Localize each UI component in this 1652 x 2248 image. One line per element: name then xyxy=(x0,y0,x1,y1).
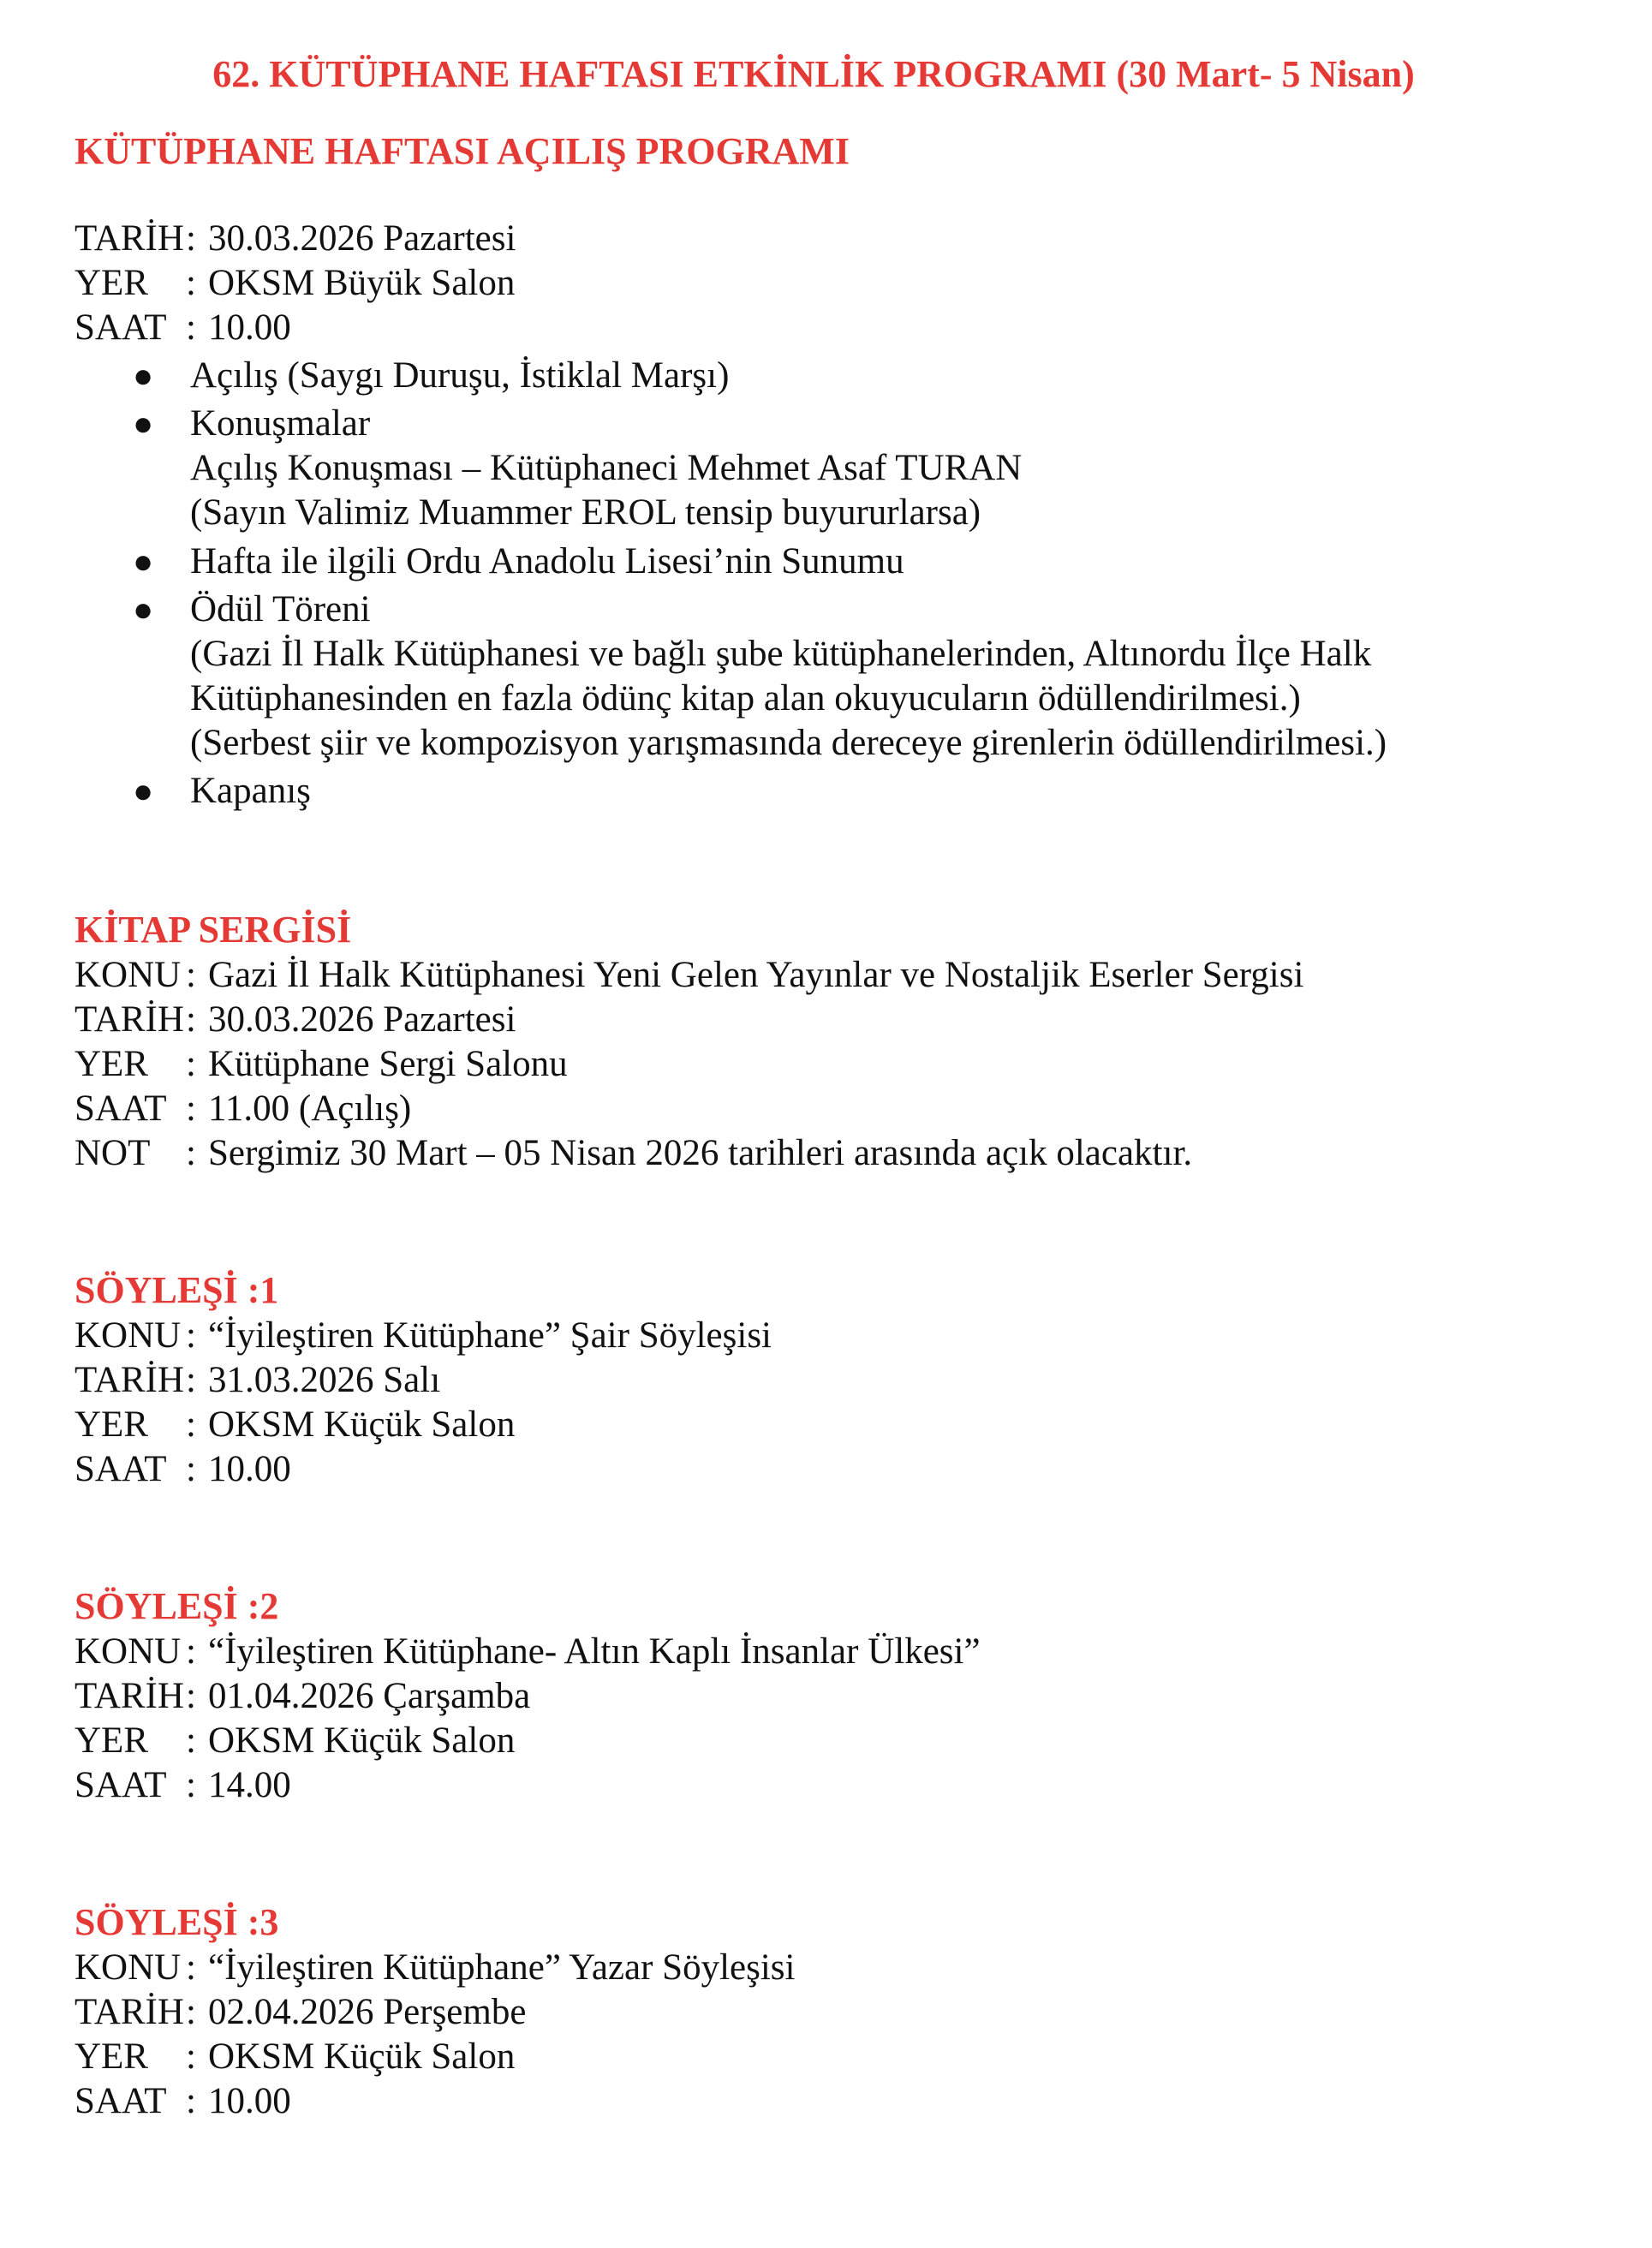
talk2-date-row: TARİH: 01.04.2026 Çarşamba xyxy=(75,1674,530,1719)
field-value: Sergimiz 30 Mart – 05 Nisan 2026 tarihleri arasında açık olacaktır. xyxy=(208,1133,1193,1173)
list-item: Kapanış xyxy=(190,771,311,811)
field-label: YER xyxy=(75,1404,148,1445)
bullet-icon: ● xyxy=(133,772,154,810)
list-item-detail: Açılış Konuşması – Kütüphaneci Mehmet Asaf TURAN xyxy=(190,448,1023,488)
field-label: KONU xyxy=(75,1947,182,1988)
field-label: TARİH xyxy=(75,1992,184,2032)
list-item: Açılış (Saygı Duruşu, İstiklal Marşı) xyxy=(190,355,730,396)
talk3-time-row: SAAT : 10.00 xyxy=(75,2079,291,2124)
talk2-topic-row: KONU : “İyileştiren Kütüphane- Altın Kaplı İnsanlar Ülkesi” xyxy=(75,1630,981,1674)
field-label: TARİH xyxy=(75,1676,184,1716)
opening-heading: KÜTÜPHANE HAFTASI AÇILIŞ PROGRAMI xyxy=(75,130,850,172)
field-label: YER xyxy=(75,1720,148,1761)
talk3-place-row: YER : OKSM Küçük Salon xyxy=(75,2035,515,2079)
field-label: SAAT xyxy=(75,1088,167,1129)
talk1-date-row: TARİH: 31.03.2026 Salı xyxy=(75,1358,440,1403)
exhibit-topic-row: KONU : Gazi İl Halk Kütüphanesi Yeni Gelen Yayınlar ve Nostaljik Eserler Sergisi xyxy=(75,953,1303,998)
list-item: Hafta ile ilgili Ordu Anadolu Lisesi’nin Sunumu xyxy=(190,541,904,581)
talk2-heading: SÖYLEŞİ :2 xyxy=(75,1585,279,1627)
field-value: OKSM Küçük Salon xyxy=(208,1720,516,1761)
field-label: SAAT xyxy=(75,1765,167,1805)
field-value: 10.00 xyxy=(208,2081,291,2121)
list-item-detail: Kütüphanesinden en fazla ödünç kitap alan okuyucuların ödüllendirilmesi.) xyxy=(190,678,1301,719)
field-value: Gazi İl Halk Kütüphanesi Yeni Gelen Yayınlar ve Nostaljik Eserler Sergisi xyxy=(208,955,1304,995)
talk3-topic-row: KONU : “İyileştiren Kütüphane” Yazar Söyleşisi xyxy=(75,1946,795,1990)
field-value: 14.00 xyxy=(208,1765,291,1805)
exhibit-heading: KİTAP SERGİSİ xyxy=(75,909,352,951)
list-item-detail: (Sayın Valimiz Muammer EROL tensip buyururlarsa) xyxy=(190,492,981,533)
field-value: Kütüphane Sergi Salonu xyxy=(208,1044,568,1084)
talk1-time-row: SAAT : 10.00 xyxy=(75,1447,291,1492)
bullet-icon: ● xyxy=(133,404,154,443)
exhibit-note-row: NOT : Sergimiz 30 Mart – 05 Nisan 2026 tarihleri arasında açık olacaktır. xyxy=(75,1131,1192,1176)
field-value: “İyileştiren Kütüphane” Yazar Söyleşisi xyxy=(208,1947,796,1988)
field-label: YER xyxy=(75,263,148,303)
exhibit-time-row: SAAT : 11.00 (Açılış) xyxy=(75,1087,411,1131)
list-item-detail: (Gazi İl Halk Kütüphanesi ve bağlı şube kütüphanelerinden, Altınordu İlçe Halk xyxy=(190,634,1372,674)
field-label: KONU xyxy=(75,1631,182,1672)
field-label: SAAT xyxy=(75,307,167,348)
field-value: 30.03.2026 Pazartesi xyxy=(208,999,516,1040)
field-label: SAAT xyxy=(75,2081,167,2121)
opening-place-row: YER : OKSM Büyük Salon xyxy=(75,261,515,306)
field-value: 01.04.2026 Çarşamba xyxy=(208,1676,531,1716)
bullet-icon: ● xyxy=(133,356,154,395)
bullet-icon: ● xyxy=(133,542,154,581)
talk1-topic-row: KONU : “İyileştiren Kütüphane” Şair Söyleşisi xyxy=(75,1314,772,1358)
opening-time-row: SAAT : 10.00 xyxy=(75,306,291,350)
list-item: Ödül Töreni xyxy=(190,589,371,629)
field-label: YER xyxy=(75,2036,148,2077)
field-value: 30.03.2026 Pazartesi xyxy=(208,218,516,259)
field-value: “İyileştiren Kütüphane- Altın Kaplı İnsanlar Ülkesi” xyxy=(208,1631,981,1672)
talk3-date-row: TARİH: 02.04.2026 Perşembe xyxy=(75,1990,526,2035)
field-label: YER xyxy=(75,1044,148,1084)
field-label: KONU xyxy=(75,1315,182,1356)
field-value: 11.00 (Açılış) xyxy=(208,1088,412,1129)
field-value: 02.04.2026 Perşembe xyxy=(208,1992,527,2032)
bullet-icon: ● xyxy=(133,590,154,629)
page-title: 62. KÜTÜPHANE HAFTASI ETKİNLİK PROGRAMI (30 Mart- 5 Nisan) xyxy=(212,53,1415,95)
list-item-detail: (Serbest şiir ve kompozisyon yarışmasında dereceye girenlerin ödüllendirilmesi.) xyxy=(190,723,1387,763)
field-label: TARİH xyxy=(75,1360,184,1400)
exhibit-place-row: YER : Kütüphane Sergi Salonu xyxy=(75,1042,568,1087)
field-value: OKSM Büyük Salon xyxy=(208,263,516,303)
field-label: SAAT xyxy=(75,1449,167,1489)
talk1-place-row: YER : OKSM Küçük Salon xyxy=(75,1403,515,1447)
field-label: NOT xyxy=(75,1133,151,1173)
exhibit-date-row: TARİH: 30.03.2026 Pazartesi xyxy=(75,998,516,1042)
field-label: TARİH xyxy=(75,218,184,259)
field-value: OKSM Küçük Salon xyxy=(208,2036,516,2077)
talk3-heading: SÖYLEŞİ :3 xyxy=(75,1901,279,1943)
list-item: Konuşmalar xyxy=(190,403,371,444)
field-label: KONU xyxy=(75,955,182,995)
field-value: 31.03.2026 Salı xyxy=(208,1360,441,1400)
field-value: OKSM Küçük Salon xyxy=(208,1404,516,1445)
field-value: 10.00 xyxy=(208,1449,291,1489)
field-label: TARİH xyxy=(75,999,184,1040)
field-value: 10.00 xyxy=(208,307,291,348)
talk2-time-row: SAAT : 14.00 xyxy=(75,1763,291,1808)
talk1-heading: SÖYLEŞİ :1 xyxy=(75,1269,279,1311)
opening-date-row: TARİH: 30.03.2026 Pazartesi xyxy=(75,217,516,261)
talk2-place-row: YER : OKSM Küçük Salon xyxy=(75,1719,515,1763)
field-value: “İyileştiren Kütüphane” Şair Söyleşisi xyxy=(208,1315,772,1356)
